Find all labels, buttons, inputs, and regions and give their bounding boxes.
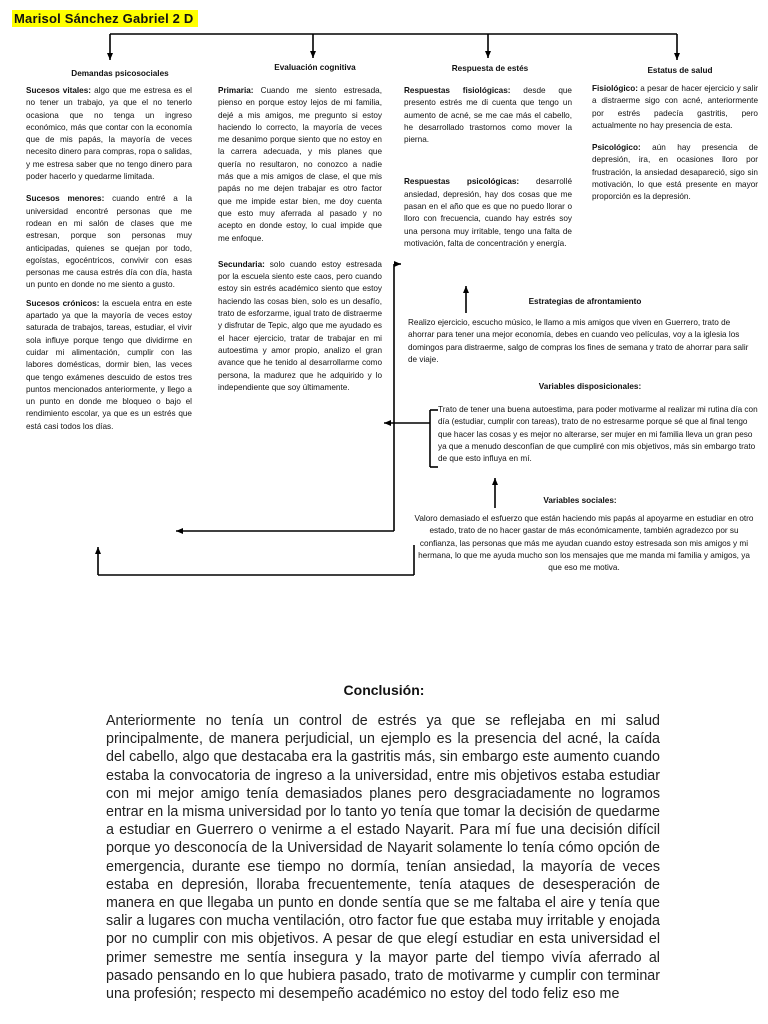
respuestas-fisiologicas: Respuestas fisiológicas: desde que presento estrés me di cuenta que tengo un aumento de acné, se me cae más el cabello, he desarrollado trastornos como mover la pierna. [404,86,572,145]
header-respuesta: Respuesta de estés [451,64,529,73]
estatus-psicologico: Psicológico: aún hay presencia de depresión, ira, en ocasiones lloro por frustración, la ansiedad desapareció, sigo sin motivación, lo que está presente en mayor proporción es la depresión. [592,143,758,202]
conclusion-text: Anteriormente no tenía un control de estrés ya que se reflejaba en mi salud principalmente, de manera perjudicial, un ejemplo es la presencia del acné, la caída del cabello, algo que destacaba era la gastritis más, sin embargo este aumento cuando estaba la convocatoria de ingreso a la universidad, entre mis objetivos estaba estudiar con mi mejor amigo tenía demasiados planes pero desgraciadamente no logramos entrar en la misma universidad por lo tanto yo tenía que tomar la decisión de quedarme a estudiar en Guerrero o venirme a el estado Nayarit. Para mí fue una decisión difícil porque yo desconocía de la Universidad de Nayarit solamente lo tenía cómo opción de emergencia, durante ese tiempo no dormía, tenían ansiedad, la mayoría de veces estaba en depresión, lloraba frecuentemente, tenía ataques de desesperación de manera en que llegaba un punto en donde sentía que se me faltaba el aire y tenía que salir a lugares con mucha ventilación, otro factor fue que estaba muy irritable y enojada por no cumplir con mis objetivos. A pesar de que elegí estudiar en esta universidad el primer semestre me sentía insegura y la mayor parte del tiempo vivía aferrado al pasado pensando en lo que hubiera pasado, trato de motivarme y cumplir con terminar una profesión; respecto mi desempeño académico no estoy del todo feliz eso me [106,713,660,1003]
demandas-block [26,85,192,433]
estatus-block [592,83,758,213]
respuestas-psicologicas: Respuestas psicológicas: desarrollé ansiedad, depresión, hay dos cosas que me pasan en el año que es que no puedo llorar o lloro con frecuencia, cuando hay estrés soy una persona muy irritable, tengo una falta de motivación, falta de concentración y energía. [404,177,573,248]
respuesta-block [404,85,572,259]
estrategias-heading: Estrategias de afrontamiento [528,297,642,306]
document-title: Marisol Sánchez Gabriel 2 D [12,10,198,27]
header-evaluacion: Evaluación cognitiva [274,63,356,72]
evaluacion-secundaria: Secundaria: solo cuando estoy estresada por la escuela siento este caos, pero cuando estoy sin estrés académico siento que estoy haciendo las cosas bien, solo es un desafío, trato de esforzarme, igual trato de distraerme y disfrutar de Tepic, algo que me ayudado es el hacer ejercicio, tratar de trabajar en mi autoestima y amor propio, analizo el gran avance que he tenido al desarrollarme como persona, la madurez que he adquirido y lo independiente que soy últimamente. [218,259,382,392]
header-estatus: Estatus de salud [647,66,713,75]
estatus-fisiologico: Fisiológico: a pesar de hacer ejercicio y salir a distraerme sigo con acné, anteriormente por estrés padecía gastritis, pero actualmente no hay presencia de esta. [592,84,758,130]
evaluacion-block [218,85,382,403]
sociales-text: Valoro demasiado el esfuerzo que están haciendo mis papás al apoyarme en estudiar en otro estado, trato de no hacer gastar de más económicamente, también agradezco por su confianza, las personas que más me ayudan cuando estoy estresada son mis amigos y mi hermana, lo que me ayuda mucho son los mensajes que me manda mi familia y amigos, ya que eso me motiva. [414,514,754,573]
header-demandas: Demandas psicosociales [71,69,169,78]
evaluacion-primaria: Primaria: Cuando me siento estresada, pienso en porque estoy lejos de mi familia, dejé a mis amigos, me pregunto si estoy haciendo lo correcto, la mayoría de veces me desanimo porque siento que no estoy en la carrera adecuada, y mis planes que quería no resultaron, no conozco a nadie más que a mis amigos de clase, el que mis papás no me dejen trabajar es otro factor que me impide estar bien, me doy cuenta que esto muy aferrada al pasado y no acepto en donde estoy, lo cual impide que me enfoque. [218,86,382,243]
conclusion-heading: Conclusión: [343,682,425,698]
disposicionales-text: Trato de tener una buena autoestima, para poder motivarme al realizar mi rutina día con día (estudiar, cumplir con tareas), trato de no estresarme porque sé que al final tengo que hacer las cosas y es mejor no alterarse, ser mujer en mi familia lleva un gran peso ya que a menudo desconfían de que cumpliré con mis objetivos, más sin embargo trato de que esto influya en mí. [438,405,758,464]
sucesos-menores: Sucesos menores: cuando entré a la universidad encontré personas que me rodean en mi salón de clases que me estresan, porque son personas muy anticipadas, quienes se quejan por todo, egoístas, egocéntricos, convivir con esas personas me causa estrés día con día, hasta un punto en donde no me siento a gusto. [26,194,192,290]
sucesos-vitales: Sucesos vitales: algo que me estresa es el no tener un trabajo, ya que el no tenerlo ocasiona que no tenga un ingreso económico, más que contar con la economía que de mis papás, la mayoría de veces necesito dinero para compras, ropa o salidas, y me estresa saber que no tengo dinero para poder hacerlo y quedarme limitada. [26,86,192,182]
sucesos-cronicos: Sucesos crónicos: la escuela entra en este apartado ya que la mayoría de veces estoy saturada de trabajos, tareas, estudiar, el vivir sola influye porque tengo que dividirme en cuidar mi alimentación, cumplir con las labores domésticas, dormir bien, las veces que tengo exámenes descuido de estos tres puntos mencionados anteriormente, y llego a un punto en donde me bloqueo o bajo el rendimiento escolar, ya que es un estrés que está casi todos los días. [26,298,192,431]
disposicionales-heading: Variables disposicionales: [538,382,642,391]
estrategias-text: Realizo ejercicio, escucho músico, le llamo a mis amigos que viven en Guerrero, trato de ahorrar para tener una mejor economía, debes en cuando veo películas, voy a la iglesia los domingos para distraerme, salgo de compras los fines de semana y trato de ahorrar para salir de viaje. [408,318,749,364]
sociales-heading: Variables sociales: [543,496,617,505]
